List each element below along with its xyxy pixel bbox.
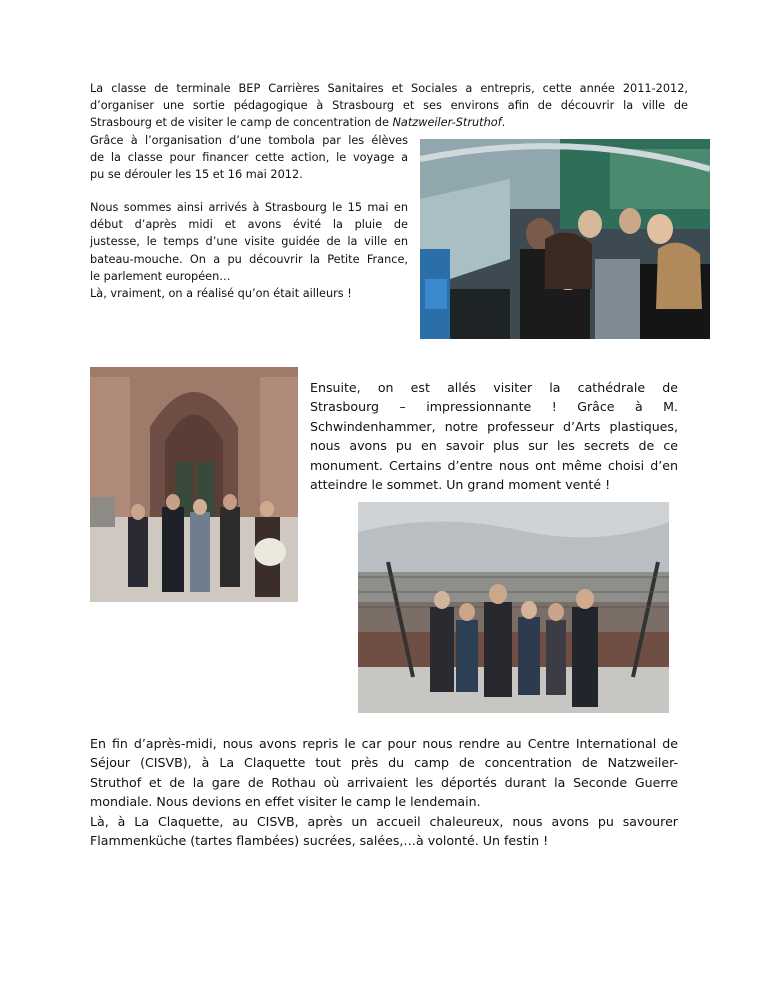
arrival-line-3: justesse, le temps d’une visite guidée de la ville en [90, 235, 408, 249]
evening-line-4: mondiale. Nous devions en effet visiter le camp le lendemain. [90, 794, 481, 810]
intro-line-5: de la classe pour financer cette action, le voyage a [90, 150, 408, 164]
intro-line-3: Strasbourg et de visiter le camp de concentration de Natzweiler-Struthof. [90, 116, 506, 130]
cathedral-line-2: Strasbourg – impressionnante ! Grâce à M. [310, 399, 678, 415]
intro-paragraph [90, 80, 688, 132]
intro-paragraph-cont [90, 132, 408, 184]
cathedral-paragraph [310, 378, 678, 494]
arrival-line-4: bateau-mouche. On a pu découvrir la Petite France, [90, 252, 408, 266]
evening-paragraph [90, 734, 678, 850]
evening-line-2: Séjour (CISVB), à La Claquette tout près du camp de concentration de Natzweiler- [90, 755, 678, 771]
evening-line-3: Struthof et de la gare de Rothau où arrivaient les déportés durant la Seconde Guerre [90, 774, 678, 790]
cathedral-line-4: nous avons pu en savoir plus sur les secrets de ce [310, 438, 678, 454]
intro-line-4: Grâce à l’organisation d’une tombola par les élèves [90, 133, 408, 147]
evening-line-1: En fin d’après-midi, nous avons repris le car pour nous rendre au Centre International de [90, 736, 678, 751]
rooftop-group-photo [358, 502, 669, 713]
intro-line-2: d’organiser une sortie pédagogique à Strasbourg et ses environs afin de découvrir la ville de [90, 99, 688, 113]
arrival-line-2: début d’après midi et avons évité la pluie de [90, 218, 408, 232]
intro-line-1: La classe de terminale BEP Carrières Sanitaires et Sociales a entrepris, cette année 2011-2012, [90, 82, 688, 95]
cathedral-line-5: monument. Certains d’entre nous ont même choisi d’en [310, 457, 678, 473]
arrival-line-5: le parlement européen… [90, 269, 231, 283]
evening-line-6: Flammenküche (tartes flambées) sucrées, salées,…à volonté. Un festin ! [90, 833, 549, 849]
cathedral-line-3: Schwindenhammer, notre professeur d’Arts plastiques, [310, 418, 678, 434]
arrival-line-1: Nous sommes ainsi arrivés à Strasbourg le 15 mai en [90, 201, 408, 214]
arrival-line-6: Là, vraiment, on a réalisé qu’on était ailleurs ! [90, 287, 352, 301]
intro-line-6: pu se dérouler les 15 et 16 mai 2012. [90, 168, 303, 181]
boat-tour-photo [420, 139, 710, 339]
cathedral-line-1: Ensuite, on est allés visiter la cathédrale de [310, 380, 678, 395]
evening-line-5: Là, à La Claquette, au CISVB, après un accueil chaleureux, nous avons pu savourer [90, 813, 678, 829]
camp-name: Natzweiler-Struthof [392, 116, 502, 130]
cathedral-photo [90, 367, 298, 602]
arrival-paragraph [90, 199, 408, 302]
cathedral-line-6: atteindre le sommet. Un grand moment venté ! [310, 477, 611, 493]
